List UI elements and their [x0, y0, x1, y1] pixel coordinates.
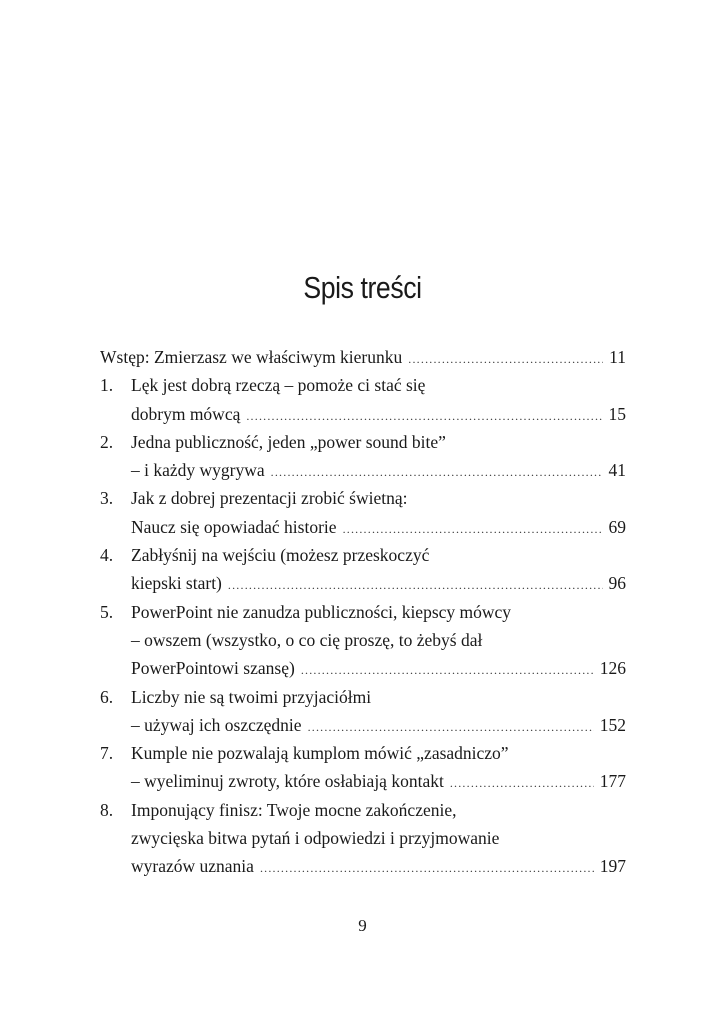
toc-dot-leader: [271, 458, 603, 486]
toc-dot-leader: [246, 402, 602, 430]
toc-line: [100, 683, 626, 711]
toc-entry-title: Jak z dobrej prezentacji zrobić świetną:: [131, 488, 408, 509]
toc-page-number: 177: [599, 771, 626, 792]
toc-entry: [100, 371, 626, 428]
toc-entry-title: Naucz się opowiadać historie: [131, 516, 337, 537]
toc-line: [100, 654, 626, 682]
toc-line: [100, 400, 626, 428]
toc-entry-title: PowerPoint nie zanudza publiczności, kiepscy mówcy: [131, 601, 512, 622]
toc-dot-leader: [301, 656, 594, 684]
toc-entry-number: 1.: [100, 375, 114, 396]
toc-page-number: 197: [599, 856, 626, 877]
toc-line: [100, 852, 626, 880]
toc-line: [100, 767, 626, 795]
toc-line: [100, 456, 626, 484]
toc-page-number: 15: [608, 403, 626, 424]
toc-entry-title: kiepski start): [131, 573, 222, 594]
toc-entry: [100, 484, 626, 541]
toc-line: [100, 569, 626, 597]
toc-entry-title: – wyeliminuj zwroty, które osłabiają kontakt: [131, 771, 444, 792]
toc-entry: [100, 598, 626, 683]
toc-entry: [100, 683, 626, 740]
page-number: 9: [358, 916, 367, 935]
toc-dot-leader: [228, 571, 603, 599]
toc-line: [100, 598, 626, 626]
toc-entry-title: PowerPointowi szansę): [131, 658, 295, 679]
toc-line: [100, 711, 626, 739]
toc-entry: [100, 428, 626, 485]
toc-entry-title: Liczby nie są twoimi przyjaciółmi: [131, 686, 372, 707]
toc-entry-number: 7.: [100, 743, 114, 764]
toc-entry: [100, 739, 626, 796]
toc-page-number: 69: [608, 516, 626, 537]
toc-line: [100, 796, 626, 824]
toc-entry-title: – używaj ich oszczędnie: [131, 714, 302, 735]
toc-entry-title: Jedna publiczność, jeden „power sound bite”: [131, 431, 446, 452]
toc-entry-number: 3.: [100, 488, 114, 509]
table-of-contents: [100, 343, 626, 881]
toc-entry-number: 6.: [100, 686, 114, 707]
toc-entry-title: dobrym mówcą: [131, 403, 241, 424]
toc-page-number: 126: [599, 658, 626, 679]
toc-entry-title: Kumple nie pozwalają kumplom mówić „zasadniczo”: [131, 743, 509, 764]
toc-entry-number: 2.: [100, 431, 114, 452]
toc-line: [100, 824, 626, 852]
toc-entry: [100, 796, 626, 881]
toc-line: [100, 739, 626, 767]
toc-line: [100, 541, 626, 569]
toc-dot-leader: [308, 713, 594, 741]
toc-entry-number: 8.: [100, 799, 114, 820]
toc-entry-title: wyrazów uznania: [131, 856, 254, 877]
toc-entry-title: zwycięska bitwa pytań i odpowiedzi i przyjmowanie: [131, 828, 500, 849]
toc-entry-title: Imponujący finisz: Twoje mocne zakończenie,: [131, 799, 457, 820]
toc-line: [100, 513, 626, 541]
toc-entry-number: 4.: [100, 545, 114, 566]
toc-line: [100, 343, 626, 371]
toc-entry: [100, 541, 626, 598]
toc-line: [100, 428, 626, 456]
toc-page-number: 11: [609, 347, 626, 367]
toc-entry-title: Zabłyśnij na wejściu (możesz przeskoczyć: [131, 545, 430, 566]
toc-page-number: 41: [608, 460, 626, 481]
toc-page-number: 152: [599, 714, 626, 735]
page-title: Spis treści: [303, 270, 422, 305]
toc-dot-leader: [343, 515, 603, 543]
toc-line: [100, 626, 626, 654]
toc-entry-title: Lęk jest dobrą rzeczą – pomoże ci stać się: [131, 375, 426, 396]
toc-entry-title: – owszem (wszystko, o co cię proszę, to żebyś dał: [131, 629, 483, 650]
toc-page-number: 96: [608, 573, 626, 594]
toc-line: [100, 371, 626, 399]
toc-line: [100, 484, 626, 512]
toc-entry-number: 5.: [100, 601, 114, 622]
toc-entry-title: Wstęp: Zmierzasz we właściwym kierunku: [100, 347, 403, 367]
toc-dot-leader: [260, 854, 594, 882]
toc-entry: [100, 343, 626, 371]
toc-entry-title: – i każdy wygrywa: [131, 460, 265, 481]
toc-dot-leader: [450, 769, 594, 797]
toc-dot-leader: [408, 345, 603, 373]
